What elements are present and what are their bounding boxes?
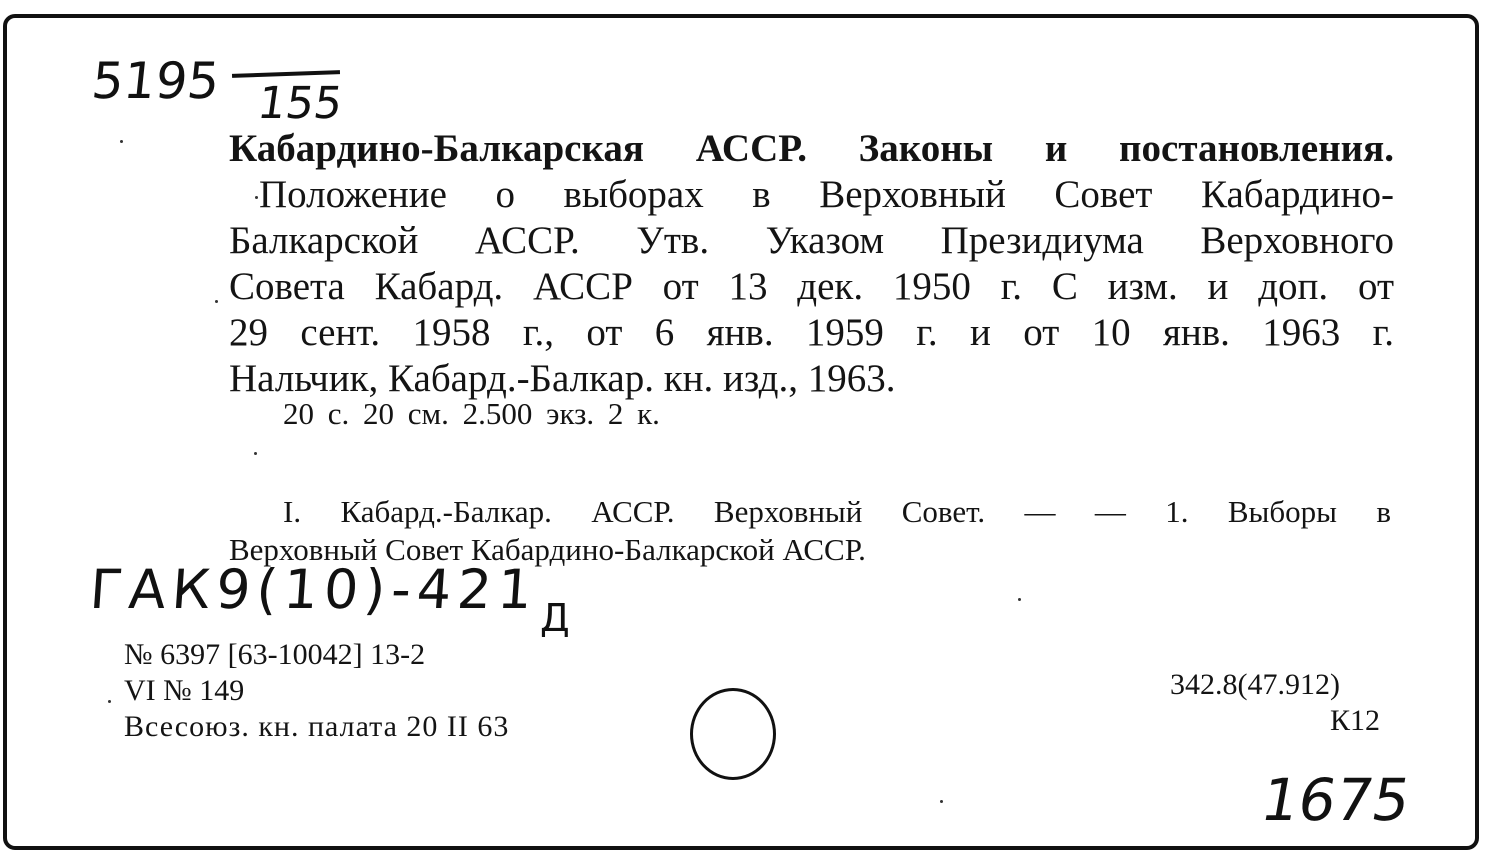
bibliographic-entry <box>229 126 1394 402</box>
scan-speck <box>255 196 258 199</box>
tracing-line: Верховный Совет Кабардино-Балкарской АССР. <box>229 532 866 567</box>
scan-speck <box>940 800 943 803</box>
entry-heading: Кабардино-Балкарская АССР. Законы и постановления. <box>229 127 1394 170</box>
classification-code: 342.8(47.912) <box>1170 668 1340 701</box>
handwritten-call-number: 5195 <box>88 52 223 110</box>
author-mark: К12 <box>1330 704 1381 737</box>
book-chamber-line: Всесоюз. кн. палата 20 II 63 <box>124 710 510 743</box>
entry-line: Балкарской АССР. Утв. Указом Президиума Верховного <box>229 219 1394 262</box>
scan-speck <box>120 140 123 143</box>
entry-line: Совета Кабард. АССР от 13 дек. 1950 г. С изм. и доп. от <box>229 265 1394 308</box>
entry-imprint: Нальчик, Кабард.-Балкар. кн. изд., 1963. <box>229 357 896 400</box>
punch-hole <box>690 688 776 780</box>
scan-speck <box>1018 598 1021 601</box>
series-number: VI № 149 <box>124 674 245 707</box>
handwritten-inventory-number: 1675 <box>1256 766 1416 834</box>
scan-speck <box>215 300 218 303</box>
entry-line: Положение о выборах в Верховный Совет Кабардино- <box>259 173 1394 216</box>
collation: 20 с. 20 см. 2.500 экз. 2 к. <box>283 396 660 431</box>
tracing-line: I. Кабард.-Балкар. АССР. Верховный Совет. — — 1. Выборы в <box>283 494 1391 529</box>
handwritten-shelf-mark: ГАК9(10)-421 <box>87 558 541 621</box>
handwritten-sub-number: 155 <box>254 78 346 129</box>
scan-speck <box>254 452 257 455</box>
scan-speck <box>108 700 111 703</box>
handwritten-shelf-suffix: Д <box>540 596 570 640</box>
entry-line: 29 сент. 1958 г., от 6 янв. 1959 г. и от 10 янв. 1963 г. <box>229 311 1394 354</box>
card-number: № 6397 [63-10042] 13-2 <box>124 638 426 671</box>
